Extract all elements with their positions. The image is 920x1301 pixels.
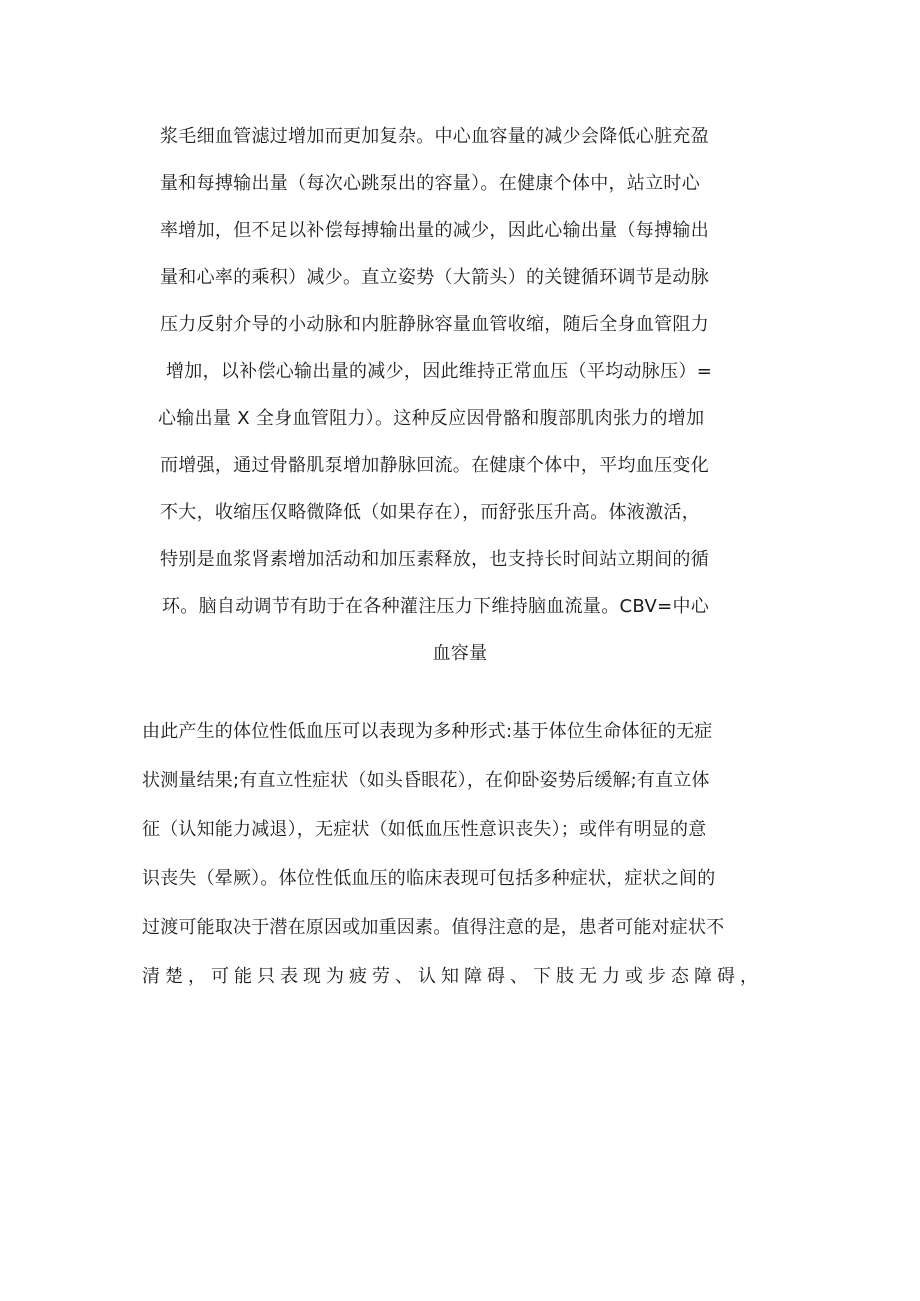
caption-line: 心输出量 X 全身血管阻力）。这种反应因骨骼和腹部肌肉张力的增加 — [158, 408, 705, 429]
caption-line: 量和每搏输出量（每次心跳泵出的容量）。在健康个体中，站立时心 — [160, 173, 700, 194]
caption-line: 增加，以补偿心输出量的减少，因此维持正常血压（平均动脉压）= — [166, 361, 713, 382]
body-line: 过渡可能取决于潜在原因或加重因素。值得注意的是，患者可能对症状不 — [142, 917, 725, 938]
body-line: 由此产生的体位性低血压可以表现为多种形式:基于体位生命体征的无症 — [142, 721, 713, 742]
caption-line: 不大，收缩压仅略微降低（如果存在），而舒张压升高。体液激活， — [160, 502, 700, 523]
body-line: 状测量结果;有直立性症状（如头昏眼花），在仰卧姿势后缓解;有直立体 — [142, 770, 710, 791]
figure-caption — [150, 118, 770, 682]
caption-line: 率增加，但不足以补偿每搏输出量的减少，因此心输出量（每搏输出 — [160, 220, 709, 241]
caption-line: 压力反射介导的小动脉和内脏静脉容量血管收缩，随后全身血管阻力 — [160, 314, 709, 335]
caption-line: 而增强，通过骨骼肌泵增加静脉回流。在健康个体中，平均血压变化 — [160, 455, 709, 476]
body-paragraph — [142, 712, 784, 1006]
caption-line: 环。脑自动调节有助于在各种灌注压力下维持脑血流量。CBV=中心 — [162, 596, 710, 617]
body-line: 征（认知能力减退），无症状（如低血压性意识丧失）；或伴有明显的意 — [142, 819, 707, 840]
caption-line: 量和心率的乘积）减少。直立姿势（大箭头）的关键循环调节是动脉 — [160, 267, 709, 288]
caption-line: 特别是血浆肾素增加活动和加压素释放，也支持长时间站立期间的循 — [160, 549, 709, 570]
body-line: 清楚，可能只表现为疲劳、认知障碍、下肢无力或步态障碍， — [142, 966, 763, 987]
caption-line: 浆毛细血管滤过增加而更加复杂。中心血容量的减少会降低心脏充盈 — [160, 126, 709, 147]
body-line: 识丧失（晕厥）。体位性低血压的临床表现可包括多种症状，症状之间的 — [142, 868, 716, 889]
caption-line-last: 血容量 — [432, 643, 488, 664]
